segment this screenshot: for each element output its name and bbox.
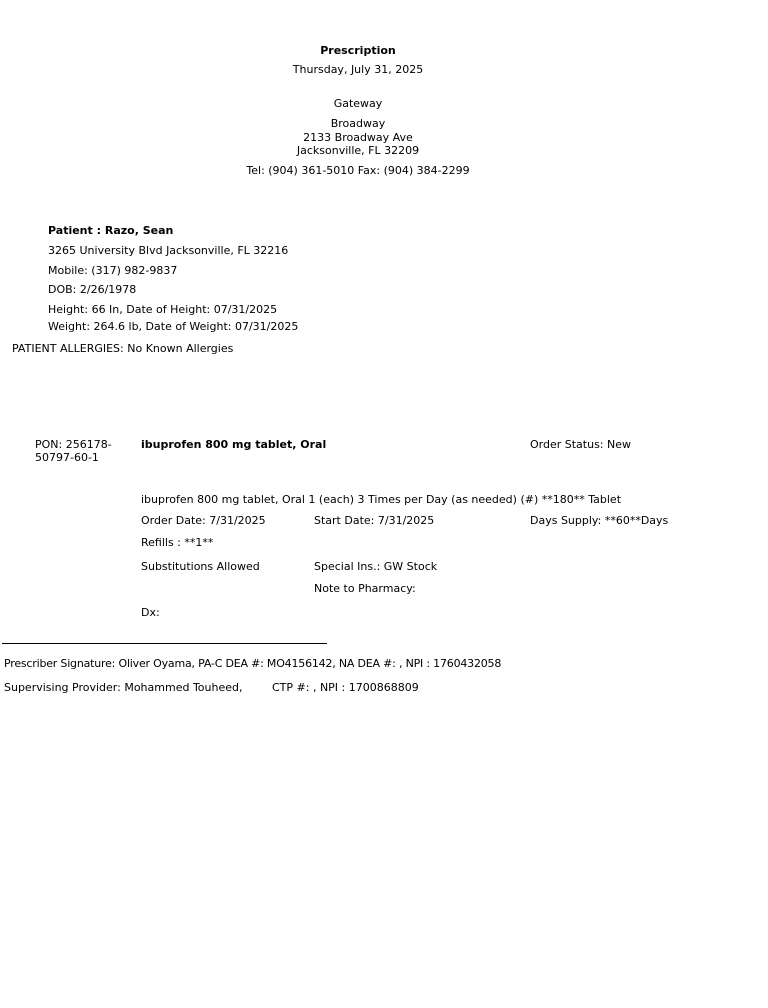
order-status: Order Status: New	[530, 438, 632, 451]
pharmacy-name: Broadway	[330, 117, 386, 130]
order-start-date: Start Date: 7/31/2025	[314, 514, 435, 527]
patient-name: Razo, Sean	[104, 224, 174, 237]
pharmacy-group: Gateway	[333, 97, 383, 110]
prescriber-signature: Prescriber Signature: Oliver Oyama, PA-C DEA #: MO4156142, NA DEA #: , NPI : 1760432058	[4, 657, 502, 670]
document-date: Thursday, July 31, 2025	[292, 63, 424, 76]
patient-height: Height: 66 In, Date of Height: 07/31/2025	[48, 303, 278, 316]
order-dx: Dx:	[141, 606, 160, 619]
supervising-provider: Supervising Provider: Mohammed Touheed,	[4, 681, 243, 694]
order-days-supply: Days Supply: **60**Days	[530, 514, 669, 527]
patient-mobile: Mobile: (317) 982-9837	[48, 264, 178, 277]
order-pon: PON: 256178-50797-60-1	[35, 438, 112, 464]
pharmacy-address-line2: Jacksonville, FL 32209	[296, 144, 420, 157]
order-date: Order Date: 7/31/2025	[141, 514, 266, 527]
pharmacy-contact: Tel: (904) 361-5010 Fax: (904) 384-2299	[246, 164, 470, 177]
pharmacy-address-line1: 2133 Broadway Ave	[303, 131, 413, 144]
order-drug-title: ibuprofen 800 mg tablet, Oral	[141, 438, 327, 451]
order-substitutions: Substitutions Allowed	[141, 560, 260, 573]
patient-dob: DOB: 2/26/1978	[48, 283, 137, 296]
order-sig: ibuprofen 800 mg tablet, Oral 1 (each) 3 Times per Day (as needed) (#) **180** Tablet	[141, 493, 622, 506]
patient-label: Patient :	[48, 224, 101, 237]
patient-heading	[48, 224, 173, 237]
order-special-ins: Special Ins.: GW Stock	[314, 560, 438, 573]
patient-weight: Weight: 264.6 lb, Date of Weight: 07/31/2025	[48, 320, 299, 333]
supervising-provider-ids: CTP #: , NPI : 1700868809	[272, 681, 419, 694]
document-title: Prescription	[320, 44, 396, 57]
patient-address: 3265 University Blvd Jacksonville, FL 32216	[48, 244, 289, 257]
signature-line	[2, 643, 327, 644]
patient-allergies: PATIENT ALLERGIES: No Known Allergies	[12, 342, 234, 355]
order-note-to-pharmacy: Note to Pharmacy:	[314, 582, 416, 595]
order-refills: Refills : **1**	[141, 536, 214, 549]
